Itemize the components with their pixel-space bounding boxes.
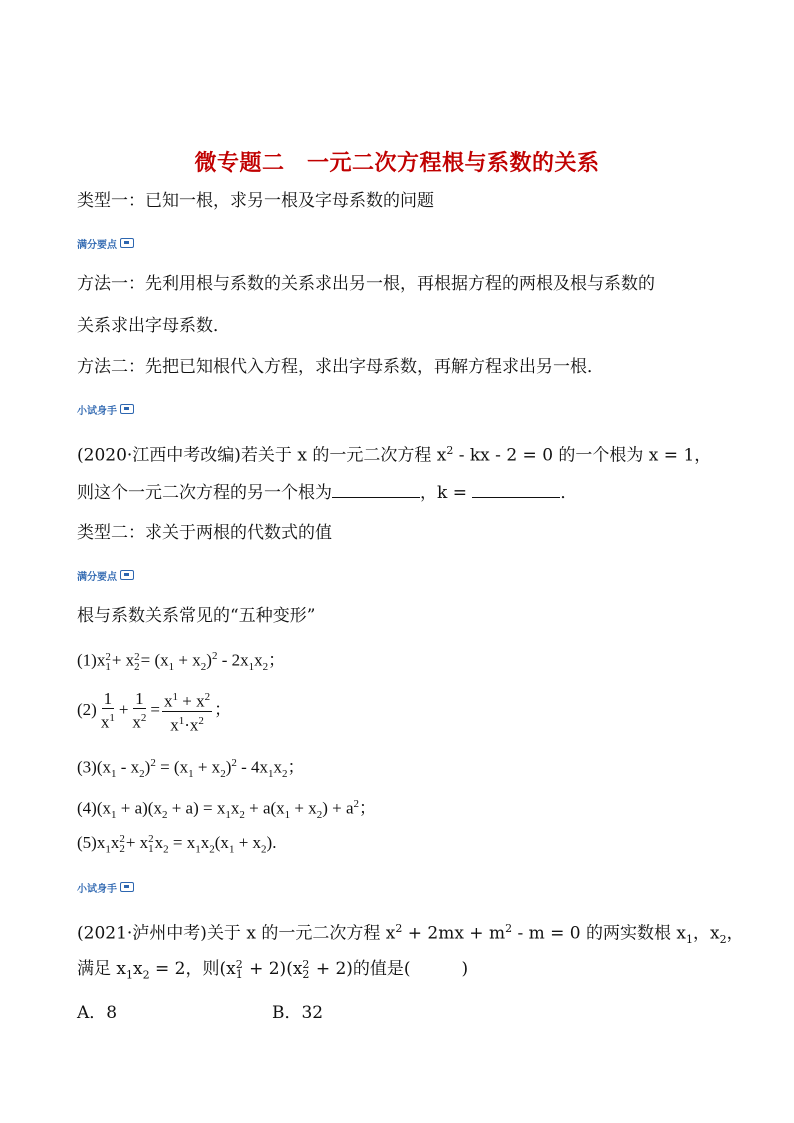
question1-prompt: 则这个一元二次方程的另一个根为: [77, 483, 332, 503]
question1-text-a: 若关于 x 的一元二次方程 x: [240, 445, 447, 466]
question1-end: ．: [560, 483, 578, 503]
question1-source: (2020·江西中考改编): [77, 445, 241, 466]
badge-label: 小试身手: [77, 883, 117, 895]
formula-2: (2) $\frac{1}{x^1}$ + $\frac{1}{x^2}$ = $\frac{x^1 + x^2}{x^1\cdot x^2}$ ；: [77, 689, 232, 735]
question2-line1: (2021·泸州中考)关于 x 的一元二次方程 $x^2 + 2mx + m^2 - m = 0$ 的两实数根 $x_1$，$x_2$，: [77, 922, 744, 947]
formula-4: $(4)(x_1 + a)(x_2 + a) = x_1x_2 + a(x_1 + x_2) + a^2$；: [77, 798, 377, 822]
try-badge-1: [77, 402, 134, 416]
question1-line2: [77, 481, 577, 504]
page-title: 微专题二 一元二次方程根与系数的关系: [194, 151, 600, 176]
question2-line2: 满足 $x_1x_2 = 2$，则(x 2 1 + 2)(x 2 2 + 2)的值是( ): [77, 957, 469, 982]
badge-label: 满分要点: [77, 571, 117, 583]
key-points-badge-2: [77, 568, 134, 582]
pencil-icon: [120, 882, 134, 892]
variants-title: 根与系数关系常见的“五种变形”: [77, 606, 316, 626]
key-points-badge: [77, 236, 134, 250]
type2-heading: 类型二：求关于两根的代数式的值: [77, 523, 332, 543]
formula-5: $(5)x_1x$ 2 2 + x 2 1 $x_2 = x_1x_2(x_1 + x_2)$.: [77, 833, 277, 856]
question1-text-b: - kx - 2 = 0 的一个根为 x = 1，: [453, 445, 712, 466]
pencil-icon: [120, 238, 134, 248]
type1-heading: 类型一：已知一根，求另一根及字母系数的问题: [77, 191, 434, 211]
option-a[interactable]: A．8: [77, 1003, 118, 1023]
option-b[interactable]: B．32: [272, 1003, 324, 1023]
formula-1: (1)x 2 1 + x 2 2 = $(x_1 + x_2)^2 - 2x_1x_2$；: [77, 650, 286, 674]
answer-blank-root[interactable]: [332, 481, 420, 498]
badge-label: 满分要点: [77, 239, 117, 251]
method1-line2: 关系求出字母系数．: [77, 316, 230, 336]
pencil-icon: [120, 404, 134, 414]
method1-line1: 方法一：先利用根与系数的关系求出另一根，再根据方程的两根及根与系数的: [77, 274, 655, 294]
question2-source: (2021·泸州中考): [77, 923, 207, 944]
badge-label: 小试身手: [77, 405, 117, 417]
pencil-icon: [120, 570, 134, 580]
formula-3: $(3)(x_1 - x_2)^2 = (x_1 + x_2)^2 - 4x_1x_2$；: [77, 757, 305, 781]
method2: 方法二：先把已知根代入方程，求出字母系数，再解方程求出另一根．: [77, 357, 604, 377]
try-badge-2: [77, 880, 134, 894]
answer-blank-k[interactable]: [472, 481, 560, 498]
question1-line1: (2020·江西中考改编)若关于 x 的一元二次方程 $x^2$ - kx - 2 = 0 的一个根为 x = 1，: [77, 444, 712, 466]
question1-k: ，k =: [420, 483, 473, 503]
